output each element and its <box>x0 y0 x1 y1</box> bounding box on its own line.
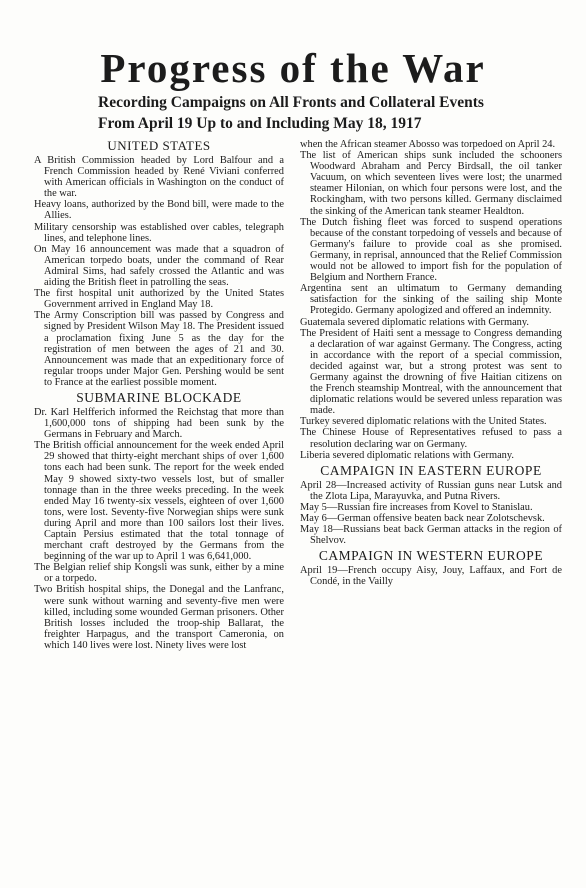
paragraph-right-7: Turkey severed diplomatic relations with the United States. <box>300 416 547 428</box>
paragraph-us-6: The Army Conscription bill was passed by Congress and signed by President Wilson May 18. The President issued a proclamation fixing June 5 as the day for the registration of men between the ages of 21 and 30. Announcement was made that an expeditionary force of regular troops under Major Gen. Pershing would be sent to France at the earliest possible moment. <box>34 310 284 388</box>
section-heading-united-states: UNITED STATES <box>107 138 211 153</box>
paragraph-right-8: The Chinese House of Representatives refused to pass a resolution declaring war on Germany. <box>300 427 562 450</box>
paragraph-right-2: The list of American ships sunk included the schooners Woodward Abraham and Percy Birdsall, the oil tanker Vacuum, on which seventeen lives were lost; the unarmed steamer Hilonian, on which four persons were lost, and the Rockingham, with two persons killed. Germany disclaimed the sinking of the American tank steamer Healdton. <box>300 150 562 217</box>
paragraph-blockade-1: Dr. Karl Helfferich informed the Reichstag that more than 1,600,000 tons of shipping had been sunk by the Germans in February and March. <box>34 406 284 441</box>
paragraph-us-1: A British Commission headed by Lord Balfour and a French Commission headed by René Viviani conferred with American officials in Washington on the conduct of the war. <box>34 155 284 200</box>
section-heading-eastern-europe: CAMPAIGN IN EASTERN EUROPE <box>320 462 542 478</box>
left-column <box>34 137 284 651</box>
paragraph-western-1: April 19—French occupy Aisy, Jouy, Laffaux, and Fort de Condé, in the Vailly <box>300 565 562 588</box>
paragraph-right-5: Guatemala severed diplomatic relations with Germany. <box>300 316 529 328</box>
paragraph-blockade-4: Two British hospital ships, the Donegal and the Lanfranc, were sunk without warning and seventy-five men were killed, including some wounded German prisoners. Other British losses included the troop-ship Ballarat, the freighter Harpagus, and the transport Cameronia, on which 140 lives were lost. Ninety lives were lost <box>34 584 284 651</box>
paragraph-right-1: when the African steamer Abosso was torpedoed on April 24. <box>300 139 556 150</box>
paragraph-us-4: On May 16 announcement was made that a squadron of American torpedo boats, under the command of Rear Admiral Sims, had safely crossed the Atlantic and was aiding the British fleet in patrolling the seas. <box>34 243 284 289</box>
right-column <box>300 139 562 587</box>
subtitle-line-2: From April 19 Up to and Including May 18, 1917 <box>98 115 422 132</box>
paragraph-right-9: Liberia severed diplomatic relations with Germany. <box>300 449 514 461</box>
paragraph-right-4: Argentina sent an ultimatum to Germany demanding satisfaction for the sinking of the sailing ship Monte Protegido. Germany apologized and offered an indemnity. <box>300 283 562 317</box>
paragraph-blockade-2: The British official announcement for the week ended April 29 showed that thirty-eight merchant ships of over 1,600 tons each had been sunk. The report for the week ended May 9 showed sixty-two vessels lost, but of smaller tonnage than in the three weeks preceding. In the week ended May 16 twenty-six vessels, eighteen of over 1,600 tons, were lost. Seventy-five Norwegian ships were sunk during April and more than 100 sailors lost their lives. Captain Persius estimated that the total tonnage of merchant craft destroyed by the Germans from the beginning of the war up to April 1 was 6,641,000. <box>34 440 284 563</box>
paragraph-us-3: Military censorship was established over cables, telegraph lines, and telephone lines. <box>34 221 284 244</box>
section-heading-submarine-blockade: SUBMARINE BLOCKADE <box>76 389 242 405</box>
subtitle-line-1: Recording Campaigns on All Fronts and Collateral Events <box>98 94 484 111</box>
paragraph-blockade-3: The Belgian relief ship Kongsli was sunk, either by a mine or a torpedo. <box>34 562 284 585</box>
paragraph-right-3: The Dutch fishing fleet was forced to suspend operations because of the constant torpedoing of vessels and because of Germany's failure to provide coal as she promised. Germany, in reprisal, announced that the Relief Commission would not be allowed to import fish for the population of Belgium and Northern France. <box>300 216 562 284</box>
paragraph-us-2: Heavy loans, authorized by the Bond bill, were made to the Allies. <box>34 199 284 222</box>
paragraph-eastern-1: April 28—Increased activity of Russian guns near Lutsk and the Zlota Lipa, Marayuvka, and Putna Rivers. <box>300 479 562 502</box>
paragraph-eastern-3: May 6—German offensive beaten back near Zolotschevsk. <box>300 513 545 524</box>
paragraph-eastern-2: May 5—Russian fire increases from Kovel to Stanislau. <box>300 501 533 513</box>
page-title: Progress of the War <box>100 45 486 91</box>
paragraph-us-5: The first hospital unit authorized by the United States Government arrived in England May 18. <box>34 288 284 311</box>
section-heading-western-europe: CAMPAIGN IN WESTERN EUROPE <box>318 548 544 564</box>
paragraph-right-6: The President of Haiti sent a message to Congress demanding a declaration of war against Germany. The Congress, acting in accordance with the report of a special commission, decided against war, but a strong protest was sent to Germany against the drowning of five Haitian citizens on the French steamship Montreal, with the announcement that diplomatic relations would be severed unless reparation was made. <box>300 327 562 417</box>
paragraph-eastern-4: May 18—Russians beat back German attacks in the region of Shelvov. <box>300 524 562 547</box>
